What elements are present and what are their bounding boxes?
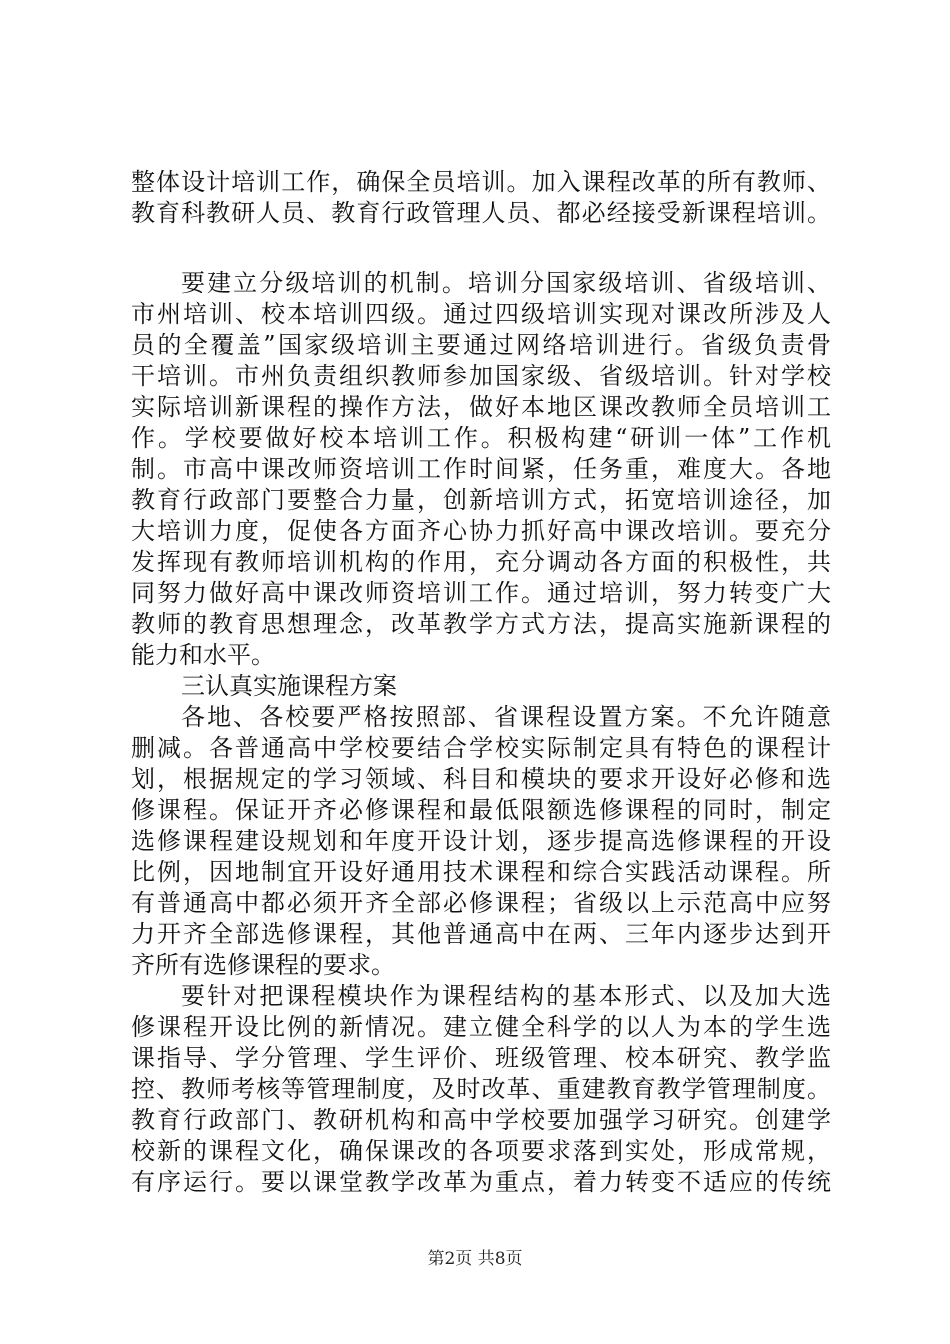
- text-line: 作。学校要做好校本培训工作。积极构建“研训一体”工作机: [131, 424, 831, 452]
- text-line: 要建立分级培训的机制。培训分国家级培训、省级培训、: [181, 269, 831, 297]
- text-line: 干培训。市州负责组织教师参加国家级、省级培训。针对学校: [131, 362, 831, 390]
- text-line: 有普通高中都必须开齐全部必修课程；省级以上示范高中应努: [131, 889, 831, 917]
- text-line: 市州培训、校本培训四级。通过四级培训实现对课改所涉及人: [131, 300, 831, 328]
- text-line: 教师的教育思想理念，改革教学方式方法，提高实施新课程的: [131, 610, 831, 638]
- section-heading: 三认真实施课程方案: [181, 672, 397, 700]
- page-number-footer: 第2页 共8页: [427, 1249, 523, 1269]
- text-line: 有序运行。要以课堂教学改革为重点，着力转变不适应的传统: [131, 1168, 831, 1196]
- text-line: 发挥现有教师培训机构的作用，充分调动各方面的积极性，共: [131, 548, 831, 576]
- text-line: 控、教师考核等管理制度，及时改革、重建教育教学管理制度。: [131, 1075, 831, 1103]
- text-line: 课指导、学分管理、学生评价、班级管理、校本研究、教学监: [131, 1044, 831, 1072]
- text-line: 划，根据规定的学习领域、科目和模块的要求开设好必修和选: [131, 765, 831, 793]
- text-line: 各地、各校要严格按照部、省课程设置方案。不允许随意: [181, 703, 831, 731]
- text-line: 教育行政部门、教研机构和高中学校要加强学习研究。创建学: [131, 1106, 831, 1134]
- text-line: 删减。各普通高中学校要结合学校实际制定具有特色的课程计: [131, 734, 831, 762]
- text-line: 选修课程建设规划和年度开设计划，逐步提高选修课程的开设: [131, 827, 831, 855]
- text-line: 大培训力度，促使各方面齐心协力抓好高中课改培训。要充分: [131, 517, 831, 545]
- paragraph-1: [131, 167, 831, 229]
- text-line: 制。市高中课改师资培训工作时间紧，任务重，难度大。各地: [131, 455, 831, 483]
- text-line: 要针对把课程模块作为课程结构的基本形式、以及加大选: [181, 982, 831, 1010]
- text-line: 教育科教研人员、教育行政管理人员、都必经接受新课程培训。: [131, 199, 831, 227]
- text-line: 教育行政部门要整合力量，创新培训方式，拓宽培训途径，加: [131, 486, 831, 514]
- text-line: 比例，因地制宜开设好通用技术课程和综合实践活动课程。所: [131, 858, 831, 886]
- paragraph-2: [131, 268, 831, 1198]
- text-line: 整体设计培训工作，确保全员培训。加入课程改革的所有教师、: [131, 168, 831, 196]
- text-line: 修课程。保证开齐必修课程和最低限额选修课程的同时，制定: [131, 796, 831, 824]
- text-line: 能力和水平。: [131, 641, 275, 669]
- text-line: 员的全覆盖”国家级培训主要通过网络培训进行。省级负责骨: [131, 331, 831, 359]
- text-line: 修课程开设比例的新情况。建立健全科学的以人为本的学生选: [131, 1013, 831, 1041]
- text-line: 齐所有选修课程的要求。: [131, 951, 395, 979]
- text-line: 实际培训新课程的操作方法，做好本地区课改教师全员培训工: [131, 393, 831, 421]
- text-line: 力开齐全部选修课程，其他普通高中在两、三年内逐步达到开: [131, 920, 831, 948]
- text-line: 校新的课程文化，确保课改的各项要求落到实处，形成常规，: [131, 1137, 831, 1165]
- text-line: 同努力做好高中课改师资培训工作。通过培训，努力转变广大: [131, 579, 831, 607]
